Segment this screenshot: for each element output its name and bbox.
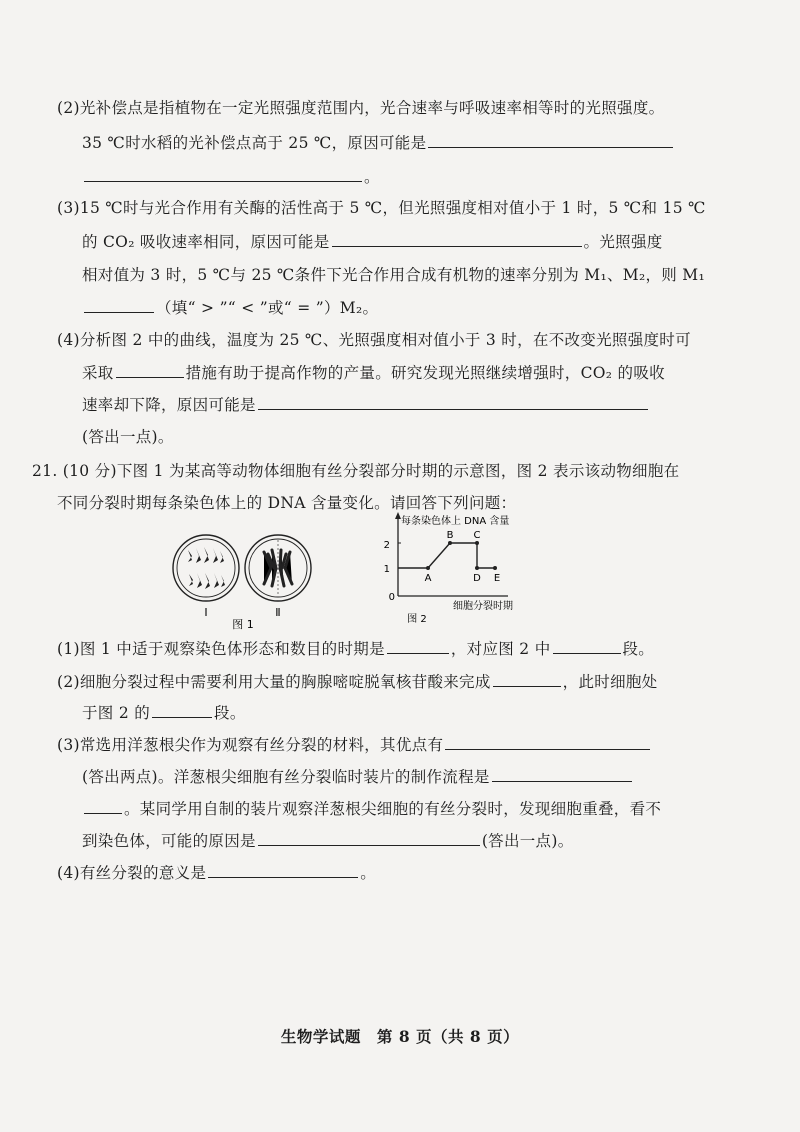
q20-3-line3: 相对值为 3 时，5 ℃与 25 ℃条件下光合作用合成有机物的速率分别为 M₁、M₂，则 M₁ (82, 266, 705, 284)
q20-2-line1: (2)光补偿点是指植物在一定光照强度范围内，光合速率与呼吸速率相等时的光照强度。 (57, 99, 665, 117)
q21-3-text-a: (3)常选用洋葱根尖作为观察有丝分裂的材料，其优点有 (57, 736, 444, 754)
answer-blank[interactable] (493, 672, 561, 687)
q20-2-end: 。 (364, 168, 380, 186)
point-label-a: A (424, 573, 432, 584)
q21-3-text-b: (答出两点)。洋葱根尖细胞有丝分裂临时装片的制作流程是 (82, 768, 490, 786)
point-b (448, 541, 452, 545)
point-e (493, 566, 497, 570)
point-d (475, 566, 479, 570)
q21-1-text-b: ，对应图 2 中 (450, 640, 551, 658)
answer-blank[interactable] (208, 863, 358, 878)
cell-i (173, 535, 239, 601)
q21-1-line (57, 639, 654, 659)
q21-2-text-d: 段。 (214, 704, 246, 722)
q21-1-text-a: (1)图 1 中适于观察染色体形态和数目的时期是 (57, 640, 385, 658)
q20-3-line4 (82, 298, 378, 318)
q20-4-line4: (答出一点)。 (82, 428, 174, 446)
figure-1-caption: 图 1 (232, 618, 254, 630)
dna-curve-rising (398, 543, 477, 568)
figure-1 (168, 520, 318, 630)
answer-blank[interactable] (84, 298, 154, 313)
q20-3-text-c: （填“ > ”“ < ”或“ = ”）M₂。 (156, 299, 379, 317)
q21-3-line2 (82, 767, 634, 787)
q21-2-text-b: ，此时细胞处 (562, 673, 658, 691)
q21-3-text-c: 。某同学用自制的装片观察洋葱根尖细胞的有丝分裂时，发现细胞重叠，看不 (124, 800, 662, 818)
label-ii: Ⅱ (275, 606, 281, 619)
q20-3-text-a: 的 CO₂ 吸收速率相同，原因可能是 (82, 233, 330, 251)
q21-4-text-a: (4)有丝分裂的意义是 (57, 864, 207, 882)
answer-blank[interactable] (258, 831, 480, 846)
q20-2-text: 35 ℃时水稻的光补偿点高于 25 ℃，原因可能是 (82, 134, 427, 152)
q20-3-line1: (3)15 ℃时与光合作用有关酶的活性高于 5 ℃，但光照强度相对值小于 1 时，5 ℃和 15 ℃ (57, 199, 706, 217)
answer-blank[interactable] (84, 167, 362, 182)
q21-4-text-b: 。 (360, 864, 377, 882)
point-label-d: D (473, 573, 481, 584)
q21-1-text-c: 段。 (622, 640, 655, 658)
q20-4-line3 (82, 395, 650, 415)
answer-blank[interactable] (116, 363, 184, 378)
point-a (426, 566, 430, 570)
q21-3-line1 (57, 735, 652, 755)
q21-2-line2 (82, 703, 246, 723)
point-label-b: B (446, 530, 454, 541)
figure-2 (365, 508, 555, 626)
q21-2-line1 (57, 672, 657, 692)
cell-ii (245, 535, 311, 601)
q20-3-line2 (82, 232, 663, 252)
q20-4-text-b: 措施有助于提高作物的产量。研究发现光照继续增强时，CO₂ 的吸收 (185, 364, 665, 382)
answer-blank[interactable] (152, 703, 212, 718)
point-label-e: E (493, 573, 501, 584)
q21-3-text-e: (答出一点)。 (481, 832, 574, 850)
origin-label: 0 (388, 592, 395, 603)
answer-blank[interactable] (84, 799, 122, 814)
answer-blank[interactable] (258, 395, 648, 410)
answer-blank[interactable] (428, 133, 673, 148)
q20-2-line2 (82, 133, 675, 153)
q20-4-text-a: 采取 (82, 364, 114, 382)
answer-blank[interactable] (387, 639, 449, 654)
q21-3-line4 (82, 831, 574, 851)
figure-2-caption: 图 2 (407, 614, 427, 625)
answer-blank[interactable] (553, 639, 621, 654)
q20-4-line1: (4)分析图 2 中的曲线，温度为 25 ℃、光照强度相对值小于 3 时，在不改变光照强度时可 (57, 331, 691, 349)
tick-1: 1 (383, 564, 390, 575)
q21-4-line (57, 863, 376, 883)
q21-3-line3 (82, 799, 661, 819)
point-c (475, 541, 479, 545)
point-label-c: C (473, 530, 481, 541)
q21-2-text-a: (2)细胞分裂过程中需要利用大量的胸腺嘧啶脱氧核苷酸来完成 (57, 673, 491, 691)
q20-3-text-b: 。光照强度 (583, 233, 663, 251)
y-axis-label: 每条染色体上 DNA 含量 (401, 516, 510, 527)
q21-stem-line2: 不同分裂时期每条染色体上的 DNA 含量变化。请回答下列问题： (57, 494, 517, 512)
answer-blank[interactable] (445, 735, 650, 750)
q21-2-text-c: 于图 2 的 (82, 704, 151, 722)
label-i: Ⅰ (204, 606, 208, 619)
x-axis-label: 细胞分裂时期 (453, 601, 513, 612)
page-footer: 生物学试题 第 8 页（共 8 页） (280, 1027, 520, 1046)
tick-2: 2 (383, 540, 390, 551)
q21-stem-line1: 21. (10 分)下图 1 为某高等动物体细胞有丝分裂部分时期的示意图，图 2 表示该动物细胞在 (32, 462, 680, 480)
q20-2-line3 (82, 167, 380, 187)
answer-blank[interactable] (332, 232, 582, 247)
q20-4-line2 (82, 363, 665, 383)
q21-3-text-d: 到染色体，可能的原因是 (82, 832, 256, 850)
answer-blank[interactable] (492, 767, 632, 782)
q20-4-text-c: 速率却下降，原因可能是 (82, 396, 256, 414)
